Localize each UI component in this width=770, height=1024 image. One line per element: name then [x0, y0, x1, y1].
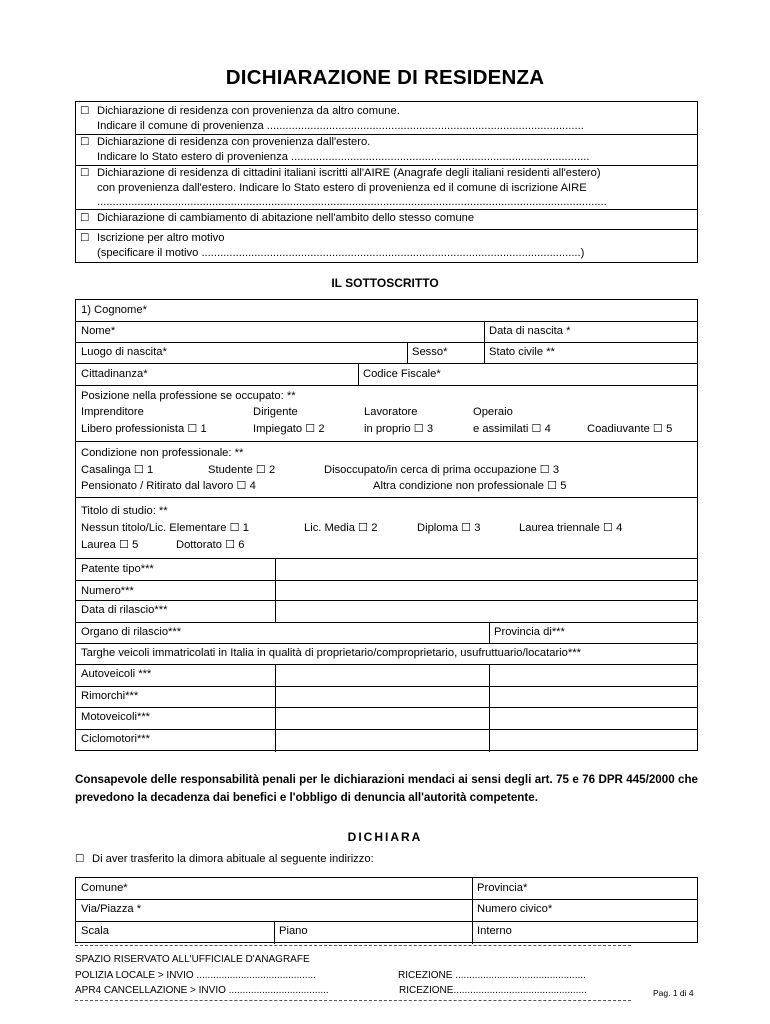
non-prof-option-3[interactable]: Disoccupato/in cerca di prima occupazione ☐ 3: [324, 464, 560, 476]
page-title: DICHIARAZIONE DI RESIDENZA: [225, 66, 545, 89]
footer-apr4: APR4 CANCELLAZIONE > INVIO ....................................: [75, 985, 329, 996]
studio-option-2[interactable]: Lic. Media ☐ 2: [304, 522, 378, 534]
professione-option-1[interactable]: Libero professionista ☐ 1: [81, 423, 207, 435]
patente-data-field[interactable]: Data di rilascio***: [81, 604, 168, 616]
options-box: ☐ Dichiarazione di residenza con provenienza da altro comune. Indicare il comune di provenienza ...................................................................................................... ☐ Dichiarazione di residenza con provenienza dall'estero. Indicare lo Stato estero di provenienza ................................................................................................ ☐ Dichiarazione di residenza di cittadini italiani iscritti all'AIRE (Anagrafe degli italiani residenti all'estero) con provenienza dall'estero. Indicare lo Stato estero di provenienza ed il comune di iscrizione AIRE .................................................................................................................................................................... ☐ Dichiarazione di cambiamento di abitazione nell'ambito dello stesso comune ☐ Iscrizione per altro motivo (specificare il motivo ..........................................................................................................................): [75, 101, 698, 263]
provincia-rilascio-field[interactable]: Provincia di***: [494, 626, 565, 638]
non-prof-option-2[interactable]: Studente ☐ 2: [208, 464, 276, 476]
checkbox-icon[interactable]: ☐: [80, 212, 90, 224]
section-heading-dichiara: DICHIARA: [347, 830, 423, 844]
studio-option-6[interactable]: Dottorato ☐ 6: [176, 539, 245, 551]
non-prof-option-4[interactable]: Pensionato / Ritirato dal lavoro ☐ 4: [81, 480, 256, 492]
studio-option-4[interactable]: Laurea triennale ☐ 4: [519, 522, 623, 534]
veicoli-title: Targhe veicoli immatricolati in Italia in qualità di proprietario/comproprietario, usufruttuario/locatario***: [81, 647, 581, 659]
professione-option-4[interactable]: e assimilati ☐ 4: [473, 423, 551, 435]
luogo-nascita-field[interactable]: Luogo di nascita*: [81, 346, 167, 358]
patente-numero-field[interactable]: Numero***: [81, 585, 134, 597]
section-heading-sottoscritto: IL SOTTOSCRITTO: [331, 276, 439, 290]
ciclomotori-field[interactable]: Ciclomotori***: [81, 733, 151, 745]
page-number: Pag. 1 di 4: [653, 988, 694, 998]
studio-option-3[interactable]: Diploma ☐ 3: [417, 522, 481, 534]
nome-field[interactable]: Nome*: [81, 325, 116, 337]
cittadinanza-field[interactable]: Cittadinanza*: [81, 368, 148, 380]
cognome-field[interactable]: 1) Cognome*: [81, 304, 147, 316]
checkbox-icon[interactable]: ☐: [80, 136, 90, 148]
footer-riservato: SPAZIO RISERVATO ALL'UFFICIALE D'ANAGRAFE: [75, 954, 310, 965]
footer-divider-bottom: [75, 1000, 631, 1001]
provincia-field[interactable]: Provincia*: [477, 882, 528, 894]
autoveicoli-field[interactable]: Autoveicoli ***: [81, 668, 152, 680]
professione-option-2[interactable]: Impiegato ☐ 2: [253, 423, 325, 435]
footer-divider-top: [75, 945, 631, 946]
organo-rilascio-field[interactable]: Organo di rilascio***: [81, 626, 182, 638]
studio-option-5[interactable]: Laurea ☐ 5: [81, 539, 139, 551]
numero-civico-field[interactable]: Numero civico*: [477, 903, 553, 915]
motoveicoli-field[interactable]: Motoveicoli***: [81, 711, 151, 723]
checkbox-icon[interactable]: ☐: [80, 105, 90, 117]
footer-ricezione-2: RICEZIONE................................................: [399, 985, 587, 996]
address-form: [75, 877, 698, 943]
professione-option-5[interactable]: Coadiuvante ☐ 5: [587, 423, 673, 435]
personal-data-form: 1) Cognome* Nome* Data di nascita * Luogo di nascita* Sesso* Stato civile ** Cittadinanza* Codice Fiscale* Posizione nella professione se occupato: ** Imprenditore Libero professionista ☐ 1 Dirigente Impiegato ☐ 2 Lavoratore in proprio ☐ 3 Operaio e assimilati ☐ 4 Coadiuvante ☐ 5 Condizione non professionale: ** Casalinga ☐ 1 Studente ☐ 2 Disoccupato/in cerca di prima occupazione ☐ 3 Pensionato / Ritirato dal lavoro ☐ 4 Altra condizione non professionale ☐ 5 Titolo di studio: ** Nessun titolo/Lic. Elementare ☐ 1 Lic. Media ☐ 2 Diploma ☐ 3 Laurea triennale ☐ 4 Laurea ☐ 5 Dottorato ☐ 6 Patente tipo*** Numero*** Data di rilascio*** Organo di rilascio*** Provincia di*** Targhe veicoli immatricolati in Italia in qualità di proprietario/comproprietario, usufruttuario/locatario*** Autoveicoli *** Rimorchi*** Motoveicoli*** Ciclomotori***: [75, 299, 698, 751]
checkbox-icon[interactable]: ☐: [75, 853, 85, 865]
footer-polizia: POLIZIA LOCALE > INVIO ...........................................: [75, 970, 316, 981]
checkbox-icon[interactable]: ☐: [80, 167, 90, 179]
non-prof-option-1[interactable]: Casalinga ☐ 1: [81, 464, 154, 476]
via-piazza-field[interactable]: Via/Piazza *: [81, 903, 142, 915]
footer-ricezione-1: RICEZIONE ...............................................: [398, 970, 586, 981]
codice-fiscale-field[interactable]: Codice Fiscale*: [363, 368, 441, 380]
scala-field[interactable]: Scala: [81, 925, 109, 937]
consapevole-statement: Consapevole delle responsabilità penali per le dichiarazioni mendaci ai sensi degli art. 75 e 76 DPR 445/2000 che prevedono la decadenza dai benefici e l'obbligo di denuncia all'autorità competente.: [75, 773, 698, 804]
studio-option-1[interactable]: Nessun titolo/Lic. Elementare ☐ 1: [81, 522, 249, 534]
rimorchi-field[interactable]: Rimorchi***: [81, 690, 139, 702]
professione-option-3[interactable]: in proprio ☐ 3: [364, 423, 434, 435]
comune-field[interactable]: Comune*: [81, 882, 128, 894]
checkbox-icon[interactable]: ☐: [80, 232, 90, 244]
piano-field[interactable]: Piano: [279, 925, 308, 937]
data-nascita-field[interactable]: Data di nascita *: [489, 325, 571, 337]
sesso-field[interactable]: Sesso*: [412, 346, 448, 358]
non-prof-option-5[interactable]: Altra condizione non professionale ☐ 5: [373, 480, 567, 492]
interno-field[interactable]: Interno: [477, 925, 512, 937]
stato-civile-field[interactable]: Stato civile **: [489, 346, 555, 358]
patente-tipo-field[interactable]: Patente tipo***: [81, 563, 154, 575]
